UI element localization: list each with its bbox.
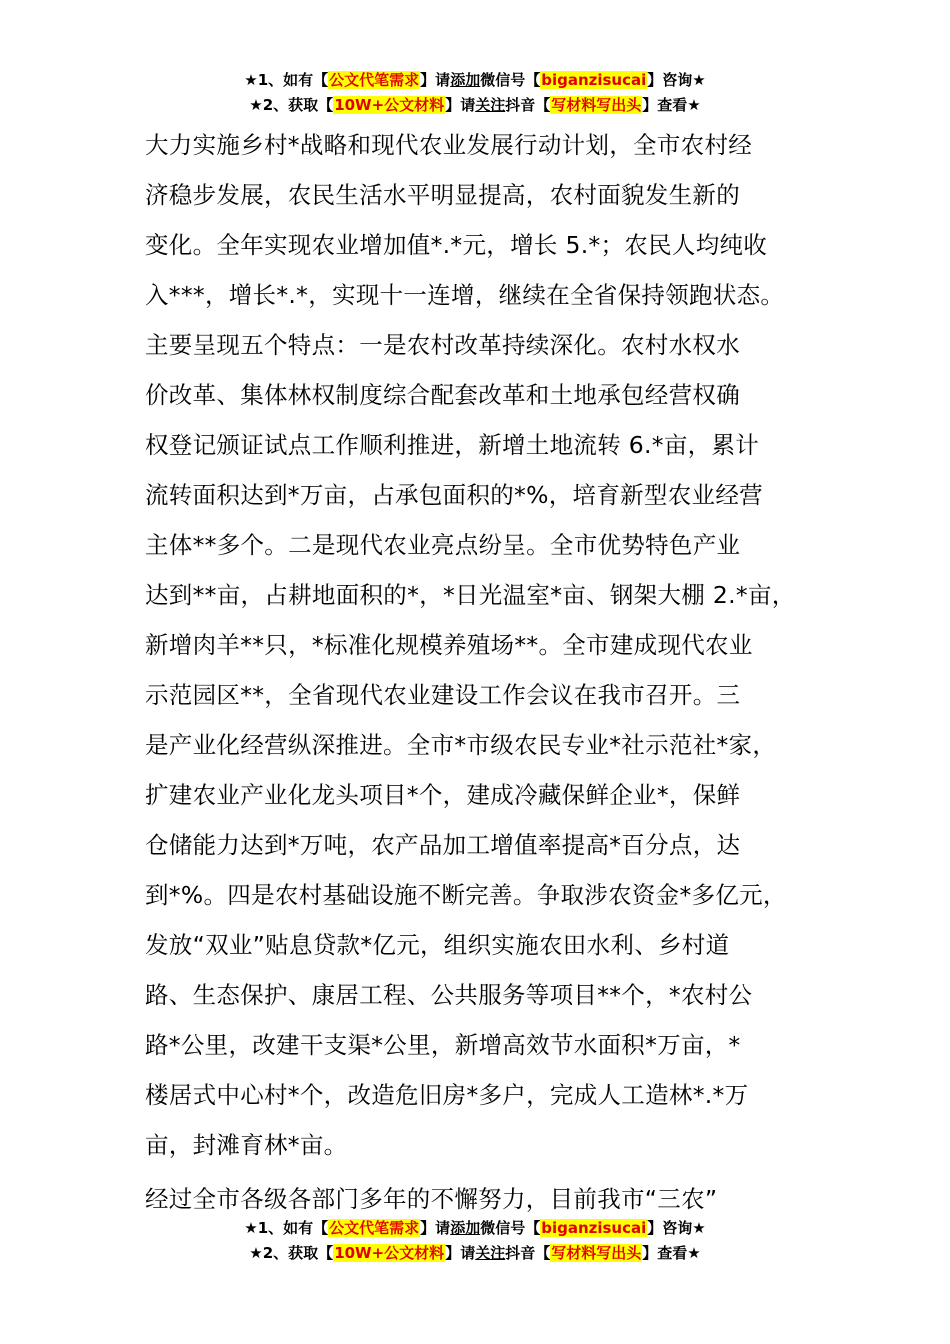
highlight-douyin-account: 写材料写出头 (551, 1244, 642, 1262)
text-line: 大力实施乡村*战略和现代农业发展行动计划，全市农村经 (145, 131, 753, 159)
highlight-douyin-account: 写材料写出头 (551, 96, 642, 114)
text-line: 扩建农业产业化龙头项目*个，建成冷藏保鲜企业*，保鲜 (145, 781, 741, 809)
text-line: 路、生态保护、康居工程、公共服务等项目**个，*农村公 (145, 981, 753, 1009)
banner-text: 2、获取【 (262, 96, 334, 114)
banner-line-1 (0, 1216, 950, 1241)
text-line: 到*%。四是农村基础设施不断完善。争取涉农资金*多亿元， (145, 881, 787, 909)
banner-text: 】请 (445, 96, 476, 114)
text-line: 楼居式中心村*个，改造危旧房*多户，完成人工造林*.*万 (145, 1081, 749, 1109)
text-line: 仓储能力达到*万吨，农产品加工增值率提高*百分点，达 (145, 831, 741, 859)
banner-text: 】查看★ (642, 1244, 701, 1262)
star-icon: ★ (249, 96, 263, 114)
text-line: 发放“双业”贴息贷款*亿元，组织实施农田水利、乡村道 (145, 931, 730, 959)
text-line: 价改革、集体林权制度综合配套改革和土地承包经营权确 (145, 381, 740, 409)
text-line: 达到**亩，占耕地面积的*，*日光温室*亩、钢架大棚 2.*亩， (145, 581, 796, 609)
banner-text: 抖音【 (505, 96, 551, 114)
banner-text: 1、如有【 (257, 71, 329, 89)
banner-line-1 (0, 68, 950, 93)
text-line: 是产业化经营纵深推进。全市*市级农民专业*社示范社*家， (145, 731, 777, 759)
banner-text: 微信号【 (480, 71, 541, 89)
text-line: 流转面积达到*万亩，占承包面积的*%，培育新型农业经营 (145, 481, 763, 509)
header-banner (0, 68, 950, 118)
highlight-wechat-id: biganzisucai (541, 71, 647, 89)
text-line: 新增肉羊**只，*标准化规模养殖场**。全市建成现代农业 (145, 631, 753, 659)
star-icon: ★ (249, 1244, 263, 1262)
text-line: 主要呈现五个特点：一是农村改革持续深化。农村水权水 (145, 331, 740, 359)
emphasis-text: 添加 (450, 1219, 481, 1237)
text-line: 主体**多个。二是现代农业亮点纷呈。全市优势特色产业 (145, 531, 741, 559)
emphasis-text: 关注 (475, 96, 506, 114)
banner-text: 】请 (420, 71, 451, 89)
banner-text: 】请 (445, 1244, 476, 1262)
banner-text: 抖音【 (505, 1244, 551, 1262)
text-line: 亩，封滩育林*亩。 (145, 1131, 348, 1159)
banner-text: 】请 (420, 1219, 451, 1237)
highlight-wechat-id: biganzisucai (541, 1219, 647, 1237)
banner-text: 微信号【 (480, 1219, 541, 1237)
emphasis-text: 添加 (450, 71, 481, 89)
text-line: 变化。全年实现农业增加值*.*元，增长 5.*；农民人均纯收 (145, 231, 768, 259)
text-line: 济稳步发展，农民生活水平明显提高，农村面貌发生新的 (145, 181, 740, 209)
emphasis-text: 关注 (475, 1244, 506, 1262)
banner-line-2 (0, 1241, 950, 1266)
highlight-service: 公文代笔需求 (329, 71, 420, 89)
banner-text: 】咨询★ (647, 71, 706, 89)
paragraph-start-line: 经过全市各级各部门多年的不懈努力，目前我市“三农” (145, 1185, 718, 1213)
banner-text: 2、获取【 (262, 1244, 334, 1262)
document-body (145, 120, 835, 1224)
text-line: 示范园区**，全省现代农业建设工作会议在我市召开。三 (145, 681, 741, 709)
star-icon: ★ (244, 71, 258, 89)
highlight-service: 公文代笔需求 (329, 1219, 420, 1237)
banner-text: 】咨询★ (647, 1219, 706, 1237)
text-line: 权登记颁证试点工作顺利推进，新增土地流转 6.*亩，累计 (145, 431, 760, 459)
highlight-materials: 10W+公文材料 (334, 1244, 445, 1262)
text-line: 路*公里，改建干支渠*公里，新增高效节水面积*万亩，* (145, 1031, 741, 1059)
highlight-materials: 10W+公文材料 (334, 96, 445, 114)
banner-text: 1、如有【 (257, 1219, 329, 1237)
banner-text: 】查看★ (642, 96, 701, 114)
text-line: 入***，增长*.*，实现十一连增，继续在全省保持领跑状态。 (145, 281, 785, 309)
banner-line-2 (0, 93, 950, 118)
star-icon: ★ (244, 1219, 258, 1237)
footer-banner (0, 1216, 950, 1266)
